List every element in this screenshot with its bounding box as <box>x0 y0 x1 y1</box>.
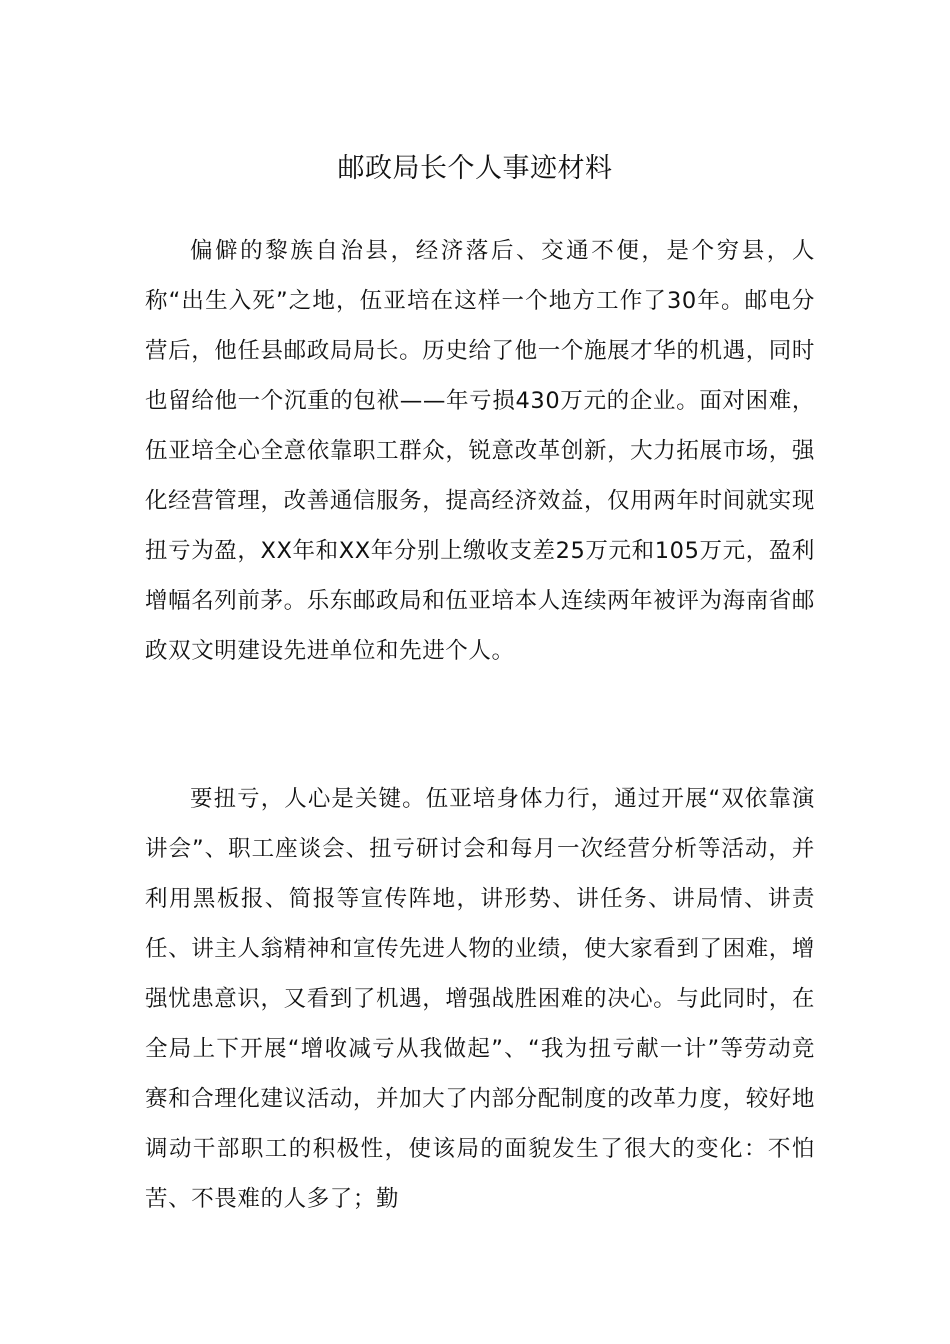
paragraph-2: 要扭亏，人心是关键。伍亚培身体力行，通过开展“双依靠演讲会”、职工座谈会、扭亏研讨会和每月一次经营分析等活动，并利用黑板报、简报等宣传阵地，讲形势、讲任务、讲局情、讲责任、讲主人翁精神和宣传先进人物的业绩，使大家看到了困难，增强忧患意识，又看到了机遇，增强战胜困难的决心。与此同时，在全局上下开展“增收减亏从我做起”、“我为扭亏献一计”等劳动竞赛和合理化建议活动，并加大了内部分配制度的改革力度，较好地调动干部职工的积极性，使该局的面貌发生了很大的变化：不怕苦、不畏难的人多了；勤 <box>145 786 815 1212</box>
paragraph-1-block <box>145 226 815 676</box>
document-title: 邮政局长个人事迹材料 <box>337 153 613 185</box>
paragraph-1: 偏僻的黎族自治县，经济落后、交通不便，是个穷县，人称“出生入死”之地，伍亚培在这样一个地方工作了30年。邮电分营后，他任县邮政局局长。历史给了他一个施展才华的机遇，同时也留给他一个沉重的包袱——年亏损430万元的企业。面对困难，伍亚培全心全意依靠职工群众，锐意改革创新，大力拓展市场，强化经营管理，改善通信服务，提高经济效益，仅用两年时间就实现扭亏为盈，XX年和XX年分别上缴收支差25万元和105万元，盈利增幅名列前茅。乐东邮政局和伍亚培本人连续两年被评为海南省邮政双文明建设先进单位和先进个人。 <box>145 238 815 664</box>
paragraph-2-block <box>145 774 815 1224</box>
